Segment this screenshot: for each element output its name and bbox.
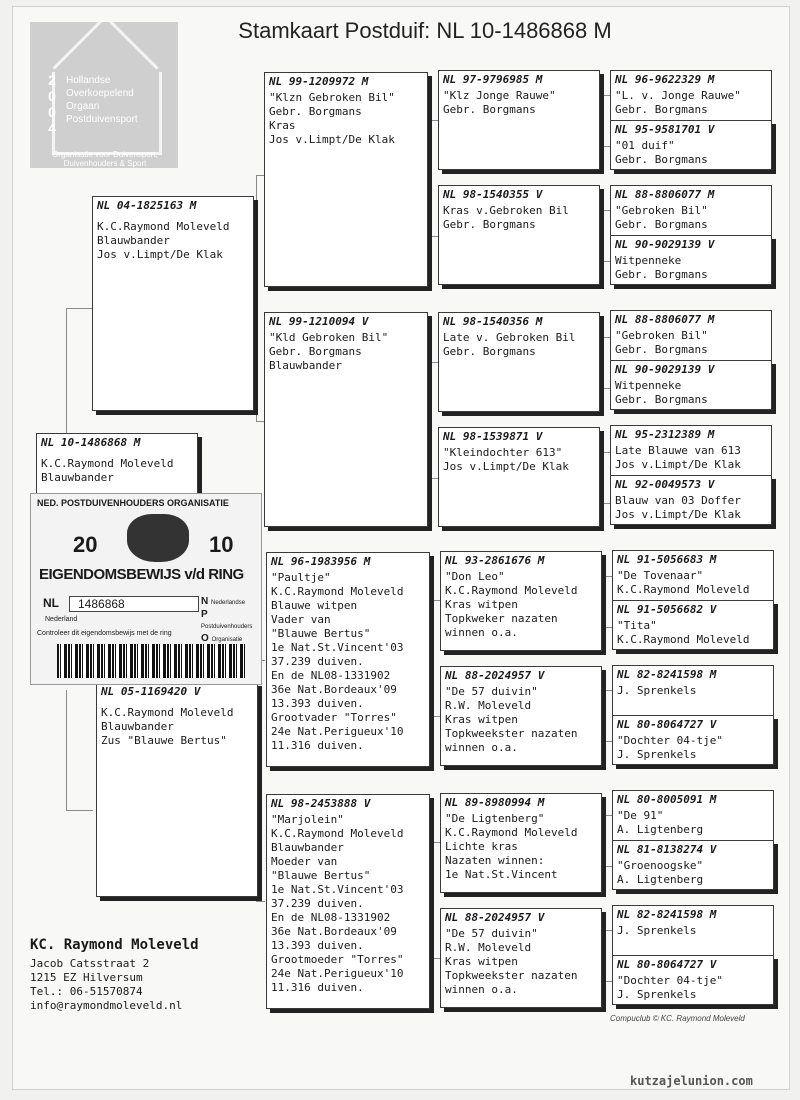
card-line: Nazaten winnen: [445,854,545,867]
logo-org-name [66,74,166,126]
card-line: 13.393 duiven. [271,697,364,710]
card-line: "Kld Gebroken Bil" [269,331,389,344]
ring-number: NL 98-1540355 V [443,188,543,201]
ring-number: NL 91-5056682 V [617,603,717,616]
card-line: K.C.Raymond Moleveld [445,826,578,839]
card-line: Gebr. Borgmans [615,153,708,166]
pigeon-card-gen2 [266,794,430,1009]
pigeon-card-gen2 [264,312,428,527]
logo-org-line: Hollandse [66,75,111,86]
pigeon-card-gen3 [438,427,600,527]
breeder-address-line: 1215 EZ Hilversum [30,971,143,984]
card-line: 36e Nat.Bordeaux'09 [271,925,397,938]
card-line: "01 duif" [615,139,675,152]
card-line: R.W. Moleveld [445,941,532,954]
ring-number: NL 82-8241598 M [617,668,717,681]
card-line: R.W. Moleveld [445,699,532,712]
card-line: J. Sprenkels [617,748,697,761]
logo-year [46,72,58,136]
card-line: winnen o.a. [445,741,518,754]
ring-number: NL 97-9796985 M [443,73,543,86]
pigeon-card-gen4 [612,665,774,715]
ring-number: NL 99-1209972 M [269,75,369,88]
watermark: kutzajelunion.com [630,1074,753,1088]
card-line: "Dochter 04-tje" [617,734,723,747]
card-line: Vader van [271,613,331,626]
card-line: "Marjolein" [271,813,344,826]
ring-number: NL 05-1169420 V [101,685,201,698]
card-line: "De Ligtenberg" [445,812,545,825]
breeder-contact [30,936,260,1013]
card-line: Late Blauwe van 613 [615,444,741,457]
ring-number: NL 96-9622329 M [615,73,715,86]
card-line: "Klzn Gebroken Bil" [269,91,395,104]
pigeon-card-gen3 [438,312,600,412]
breeder-name: KC. Raymond Moleveld [30,937,199,953]
card-line: 11.316 duiven. [271,981,364,994]
connector-line [66,690,93,811]
card-line: 36e Nat.Bordeaux'09 [271,683,397,696]
pigeon-card-gen4 [610,425,772,475]
pigeon-card-gen2 [266,552,430,767]
pigeon-card-gen4 [610,70,772,120]
card-line: En de NL08-1331902 [271,911,391,924]
card-line: Grootmoeder "Torres" [271,953,404,966]
logo-tagline: Organisatie voor Duivensport, Duivenhouders & Sport [52,150,158,168]
card-line: K.C.Raymond Moleveld [97,220,230,233]
card-line: J. Sprenkels [617,924,697,937]
ring-number: NL 90-9029139 V [615,238,715,251]
copyright-note: Compuclub © KC. Raymond Moleveld [610,1014,745,1023]
ring-number: NL 98-1539871 V [443,430,543,443]
card-line: Zus "Blauwe Bertus" [101,734,227,747]
npo-letter: P [201,609,208,620]
card-line: Gebr. Borgmans [615,268,708,281]
ring-number: NL 93-2861676 M [445,554,545,567]
card-line: Gebr. Borgmans [615,103,708,116]
logo-org-line: Postduivensport [66,114,138,125]
card-line: "Blauwe Bertus" [271,869,371,882]
card-line: Topkweekster nazaten [445,727,578,740]
breeder-phone: Tel.: 06-51570874 [30,985,143,998]
card-line: Blauwe witpen [271,599,358,612]
logo-digit: 0 [48,104,56,120]
card-line: Blauwbander [271,841,344,854]
logo-org-line: Overkoepelend [66,88,134,99]
barcode [57,644,245,678]
card-line: "De 91" [617,809,664,822]
card-line: K.C.Raymond Moleveld [617,633,750,646]
card-line: Jos v.Limpt/De Klak [443,460,569,473]
page-title: Stamkaart Postduif: NL 10-1486868 M [238,18,612,43]
card-line: Kras witpen [445,955,518,968]
card-line: 24e Nat.Perigueux'10 [271,725,404,738]
card-line: A. Ligtenberg [617,823,704,836]
logo-digit: 4 [48,120,56,136]
certificate-country: Nederland [45,616,78,623]
ring-number: NL 99-1210094 V [269,315,369,328]
card-line: 1e Nat.St.Vincent'03 [271,883,404,896]
ring-number: NL 80-8064727 V [617,718,717,731]
card-line: winnen o.a. [445,983,518,996]
pigeon-card-gen4 [612,905,774,955]
card-line: Jos v.Limpt/De Klak [97,248,223,261]
certificate-country-code: NL [43,596,59,610]
card-line: Kras v.Gebroken Bil [443,204,569,217]
pigeon-card-gen4 [612,600,774,650]
npo-letter: O [201,633,209,644]
card-line: Gebr. Borgmans [443,103,536,116]
certificate-year-right: 10 [209,532,234,557]
lion-emblem-icon [127,514,189,562]
pigeon-card-gen4 [612,955,774,1005]
pigeon-card-father [92,196,254,411]
pigeon-card-gen4 [612,550,774,600]
card-line: Blauw van 03 Doffer [615,494,741,507]
card-line: Grootvader "Torres" [271,711,397,724]
ring-number: NL 96-1983956 M [271,555,371,568]
card-line: "L. v. Jonge Rauwe" [615,89,741,102]
ring-number: NL 82-8241598 M [617,908,717,921]
pigeon-card-gen3 [440,666,602,766]
pigeon-card-gen3 [440,551,602,651]
card-line: "Groenoogske" [617,859,704,872]
card-line: "Gebroken Bil" [615,329,708,342]
card-line: K.C.Raymond Moleveld [445,584,578,597]
card-line: Kras witpen [445,713,518,726]
pigeon-card-gen4 [612,715,774,765]
pigeon-card-gen4 [612,840,774,890]
ring-number: NL 88-8806077 M [615,188,715,201]
ring-number: NL 98-2453888 V [271,797,371,810]
pigeon-card-mother [96,682,258,897]
pigeon-card-gen4 [612,790,774,840]
ring-number: NL 88-2024957 V [445,911,545,924]
ring-number: NL 95-2312389 M [615,428,715,441]
card-line: 37.239 duiven. [271,655,364,668]
organisation-logo [30,22,178,168]
card-line: "De Tovenaar" [617,569,704,582]
certificate-title: EIGENDOMSBEWIJS v/d RING [39,566,244,583]
pigeon-card-gen4 [610,475,772,525]
ring-number: NL 80-8064727 V [617,958,717,971]
card-line: 1e Nat.St.Vincent [445,868,558,881]
card-line: "Kleindochter 613" [443,446,563,459]
card-line: 37.239 duiven. [271,897,364,910]
card-line: "Dochter 04-tje" [617,974,723,987]
ring-number: NL 95-9581701 V [615,123,715,136]
breeder-email: info@raymondmoleveld.nl [30,999,183,1012]
card-line: 24e Nat.Perigueux'10 [271,967,404,980]
card-line: Topkweker nazaten [445,612,558,625]
card-line: winnen o.a. [445,626,518,639]
card-line: Blauwbander [41,471,114,484]
ring-number: NL 80-8005091 M [617,793,717,806]
ring-number: NL 91-5056683 M [617,553,717,566]
pigeon-card-gen4 [610,120,772,170]
card-line: "Klz Jonge Rauwe" [443,89,556,102]
logo-digit: 2 [48,72,56,88]
pigeon-card-gen4 [610,235,772,285]
card-line: K.C.Raymond Moleveld [101,706,234,719]
card-line: "Gebroken Bil" [615,204,708,217]
card-line: Gebr. Borgmans [615,218,708,231]
card-line: Gebr. Borgmans [443,218,536,231]
certificate-year-left: 20 [73,532,98,557]
ring-number: NL 90-9029139 V [615,363,715,376]
logo-org-line: Orgaan [66,101,100,112]
card-line: "Tita" [617,619,657,632]
pigeon-card-gen3 [440,908,602,1008]
pigeon-card-gen2 [264,72,428,287]
card-line: Witpenneke [615,254,682,267]
card-line: Jos v.Limpt/De Klak [269,133,395,146]
card-line: K.C.Raymond Moleveld [41,457,174,470]
certificate-note: Controleer dit eigendomsbewijs met de ring [37,630,172,637]
card-line: J. Sprenkels [617,988,697,1001]
card-line: Topkweekster nazaten [445,969,578,982]
card-line: Blauwbander [97,234,170,247]
card-line: Gebr. Borgmans [615,343,708,356]
certificate-org: NED. POSTDUIVENHOUDERS ORGANISATIE [37,498,229,508]
connector-line [66,308,93,439]
ring-number: NL 92-0049573 V [615,478,715,491]
pigeon-card-gen3 [440,793,602,893]
ring-number: NL 88-8806077 M [615,313,715,326]
ring-number: NL 89-8980994 M [445,796,545,809]
ownership-certificate [30,493,262,685]
pigeon-card-gen3 [438,185,600,285]
npo-word: Organisatie [211,637,243,643]
card-line: "De 57 duivin" [445,685,538,698]
pigeon-card-gen4 [610,310,772,360]
card-line: Witpenneke [615,379,682,392]
pigeon-card-gen4 [610,185,772,235]
logo-digit: 0 [48,88,56,104]
card-line: Jos v.Limpt/De Klak [615,458,741,471]
pigeon-card-gen4 [610,360,772,410]
card-line: Moeder van [271,855,338,868]
card-line: 1e Nat.St.Vincent'03 [271,641,404,654]
certificate-ring-number: 1486868 [69,596,199,612]
card-line: "Paultje" [271,571,331,584]
card-line: "Blauwe Bertus" [271,627,371,640]
ring-number: NL 04-1825163 M [97,199,197,212]
card-line: "De 57 duivin" [445,927,538,940]
card-line: A. Ligtenberg [617,873,704,886]
card-line: Gebr. Borgmans [269,105,362,118]
npo-word: Nederlandse [211,600,246,606]
card-line: Kras [269,119,296,132]
card-line: J. Sprenkels [617,684,697,697]
card-line: Gebr. Borgmans [269,345,362,358]
ring-number: NL 88-2024957 V [445,669,545,682]
breeder-address-line: Jacob Catsstraat 2 [30,957,150,970]
npo-word: Postduivenhouders [201,624,253,630]
ring-number: NL 10-1486868 M [41,436,141,449]
pigeon-card-gen3 [438,70,600,170]
card-line: Kras witpen [445,598,518,611]
card-line: Jos v.Limpt/De Klak [615,508,741,521]
card-line: En de NL08-1331902 [271,669,391,682]
card-line: Blauwbander [269,359,342,372]
npo-letter: N [201,596,209,607]
card-line: K.C.Raymond Moleveld [271,827,404,840]
card-line: "Don Leo" [445,570,505,583]
card-line: Blauwbander [101,720,174,733]
card-line: K.C.Raymond Moleveld [617,583,750,596]
ring-number: NL 81-8138274 V [617,843,717,856]
card-line: 11.316 duiven. [271,739,364,752]
certificate-npo-letters [201,596,261,646]
card-line: Gebr. Borgmans [443,345,536,358]
card-line: Gebr. Borgmans [615,393,708,406]
ring-number: NL 98-1540356 M [443,315,543,328]
card-line: Lichte kras [445,840,518,853]
card-line: Late v. Gebroken Bil [443,331,576,344]
card-line: 13.393 duiven. [271,939,364,952]
card-line: K.C.Raymond Moleveld [271,585,404,598]
